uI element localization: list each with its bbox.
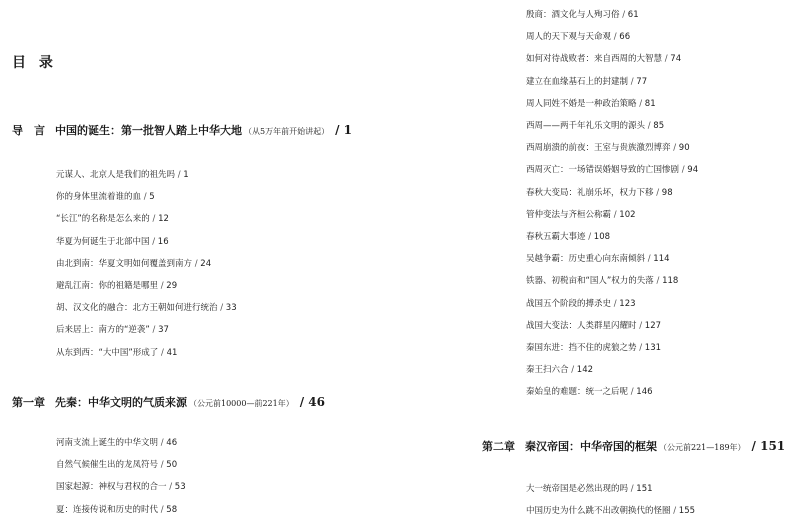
chapter-title: 先秦：中华文明的气质来源	[55, 396, 187, 409]
chapter-range: （公元前10000—前221年）	[189, 399, 294, 408]
toc-entry	[56, 237, 169, 248]
toc-entry-separator: /	[639, 320, 643, 331]
chapter-range: （从5万年前开始讲起）	[244, 127, 330, 136]
page-title: 目 录	[12, 55, 57, 71]
toc-entry-title: 避乱江南：你的祖籍是哪里	[56, 281, 159, 291]
toc-entry	[56, 460, 177, 471]
toc-entry-title: 殷商：酒文化与人殉习俗	[526, 10, 620, 20]
chapter-heading-1	[12, 394, 325, 410]
toc-entry-separator: /	[169, 482, 173, 493]
toc-entry-page: 33	[225, 303, 237, 314]
toc-entry	[526, 254, 670, 265]
toc-entry	[526, 276, 678, 287]
toc-entry	[56, 303, 237, 314]
toc-entry-separator: /	[143, 192, 147, 203]
toc-entry-title: 如何对待战败者：来自西周的大智慧	[526, 54, 663, 65]
toc-entry-page: 146	[636, 387, 653, 398]
chapter-heading-preface	[12, 122, 352, 138]
toc-entry-separator: /	[613, 209, 617, 220]
toc-entry-title: 你的身体里流着谁的血	[56, 192, 142, 203]
toc-entry-page: 94	[687, 165, 699, 176]
toc-entry-separator: /	[613, 298, 617, 309]
toc-entry-page: 74	[670, 54, 682, 65]
toc-entry-page: 114	[653, 254, 670, 265]
toc-entry-title: 春秋五霸大事迹	[526, 232, 586, 242]
chapter-title: 中国的诞生：第一批智人踏上中华大地	[55, 124, 242, 137]
toc-entry	[526, 165, 698, 176]
toc-entry-title: 周人同姓不婚是一种政治策略	[526, 98, 637, 109]
toc-entry	[56, 505, 177, 516]
toc-entry-page: 131	[644, 343, 662, 353]
toc-entry	[56, 214, 169, 225]
toc-entry-title: 胡、汉文化的融合：北方王朝如何进行统治	[56, 303, 218, 314]
toc-entry-page: 85	[653, 121, 665, 131]
toc-entry	[526, 506, 695, 517]
toc-entry	[56, 438, 177, 449]
toc-entry-title: 建立在血缘基石上的封建制	[526, 76, 629, 87]
toc-entry-title: 西周——两千年礼乐文明的源头	[526, 121, 646, 131]
toc-entry-separator: /	[656, 276, 660, 287]
chapter-heading-2	[482, 438, 785, 454]
toc-entry	[526, 299, 636, 310]
toc-entry-separator: /	[152, 325, 156, 336]
toc-entry	[526, 121, 664, 132]
toc-entry-separator: /	[681, 165, 685, 176]
chapter-range: （公元前221—189年）	[659, 443, 746, 452]
chapter-page: / 46	[299, 395, 325, 409]
toc-entry-separator: /	[647, 254, 651, 265]
toc-entry-separator: /	[664, 54, 668, 65]
toc-entry-separator: /	[161, 347, 164, 358]
toc-entry-title: 由北到南：华夏文明如何覆盖到南方	[56, 258, 193, 269]
toc-entry-separator: /	[673, 506, 677, 517]
toc-entry	[56, 348, 177, 359]
toc-entry	[526, 188, 673, 199]
toc-entry	[526, 343, 661, 354]
toc-entry-separator: /	[656, 187, 660, 198]
toc-entry	[526, 10, 639, 21]
toc-entry-separator: /	[630, 484, 634, 494]
toc-entry-page: 24	[200, 258, 212, 269]
toc-entry-title: 河南支流上诞生的中华文明	[56, 438, 159, 448]
toc-entry	[526, 143, 690, 154]
toc-entry-page: 118	[662, 276, 679, 287]
toc-entry-page: 46	[166, 438, 178, 448]
toc-entry-separator: /	[194, 258, 198, 269]
toc-entry-separator: /	[152, 236, 156, 247]
chapter-label: 导 言	[12, 124, 45, 137]
toc-entry-page: 151	[636, 484, 653, 494]
toc-entry-page: 41	[166, 347, 178, 358]
toc-entry-page: 77	[636, 76, 648, 87]
toc-entry-separator: /	[160, 438, 164, 448]
chapter-page: / 151	[751, 439, 786, 453]
toc-entry-title: 西周崩溃的前夜：王室与贵族激烈博弈	[526, 143, 671, 154]
toc-entry-separator: /	[571, 365, 575, 376]
toc-entry-page: 127	[644, 320, 662, 331]
toc-entry	[56, 170, 189, 181]
toc-entry-page: 29	[166, 281, 178, 291]
toc-entry	[56, 325, 169, 336]
toc-entry	[56, 281, 177, 292]
toc-entry	[526, 99, 656, 110]
toc-entry-separator: /	[613, 32, 617, 43]
toc-entry-page: 98	[661, 187, 673, 198]
toc-entry-title: 秦国东进：挡不住的虎狼之势	[526, 343, 637, 353]
toc-entry-page: 37	[158, 325, 169, 336]
toc-entry-page: 58	[166, 504, 178, 515]
toc-entry-title: 国家起源：神权与君权的合一	[56, 482, 167, 493]
toc-entry-page: 123	[619, 298, 636, 309]
toc-entry-page: 1	[183, 170, 189, 180]
toc-entry	[526, 77, 647, 88]
toc-entry-page: 12	[158, 214, 169, 225]
toc-entry-page: 108	[593, 232, 611, 242]
toc-entry	[526, 210, 636, 221]
toc-entry-page: 16	[157, 236, 169, 247]
chapter-page: / 1	[335, 123, 353, 137]
toc-entry-title: 夏：连接传说和历史的时代	[56, 504, 159, 515]
toc-entry-separator: /	[160, 504, 164, 515]
toc-entry	[56, 192, 155, 203]
toc-entry	[526, 32, 630, 43]
toc-entry-title: 管仲变法与齐桓公称霸	[526, 209, 612, 220]
chapter-title: 秦汉帝国：中华帝国的框架	[525, 440, 657, 453]
toc-entry-separator: /	[622, 10, 626, 20]
toc-entry-separator: /	[673, 143, 677, 154]
toc-entry-page: 142	[576, 365, 594, 376]
toc-entry-page: 53	[174, 482, 186, 493]
toc-entry-separator: /	[639, 98, 643, 109]
toc-entry-page: 155	[678, 506, 696, 517]
toc-entry-title: 吴越争霸：历史重心向东南倾斜	[526, 254, 646, 265]
toc-entry-title: 战国五个阶段的搏杀史	[526, 298, 612, 309]
toc-entry-title: 后来居上：南方的“逆袭”	[56, 325, 150, 336]
toc-entry	[56, 482, 186, 493]
toc-entry-title: 秦王扫六合	[526, 365, 569, 376]
toc-entry-separator: /	[177, 170, 181, 180]
toc-entry-separator: /	[630, 76, 634, 87]
toc-entry-page: 61	[627, 10, 639, 20]
toc-entry-title: “长江”的名称是怎么来的	[56, 214, 150, 225]
toc-entry-title: 春秋大变局：礼崩乐坏，权力下移	[526, 187, 654, 198]
toc-entry	[526, 321, 661, 332]
toc-entry-title: 从东到西：“大中国”形成了	[56, 347, 159, 358]
toc-entry	[526, 232, 610, 243]
toc-entry-page: 5	[149, 192, 155, 203]
toc-entry-title: 秦始皇的难题：统一之后呢	[526, 387, 629, 398]
toc-entry-separator: /	[160, 281, 164, 291]
toc-entry-title: 战国大变法：人类群星闪耀时	[526, 320, 637, 331]
toc-entry-page: 90	[678, 143, 690, 154]
toc-entry-separator: /	[647, 121, 651, 131]
toc-entry-separator: /	[152, 214, 156, 225]
toc-entry-title: 中国历史为什么跳不出改朝换代的怪圈	[526, 506, 671, 517]
toc-entry-title: 华夏为何诞生于北部中国	[56, 236, 150, 247]
toc-entry-title: 大一统帝国是必然出现的吗	[526, 484, 629, 494]
toc-entry	[526, 484, 653, 495]
toc-entry	[526, 387, 653, 398]
toc-entry-separator: /	[160, 460, 164, 471]
toc-entry-title: 铁器、初税亩和“国人”权力的失落	[526, 276, 654, 287]
toc-entry-page: 66	[619, 32, 631, 43]
toc-entry-title: 元谋人、北京人是我们的祖先吗	[56, 170, 176, 180]
chapter-label: 第二章	[482, 440, 515, 453]
toc-entry-separator: /	[630, 387, 634, 398]
toc-entry-separator: /	[220, 303, 224, 314]
toc-entry	[56, 259, 211, 270]
chapter-label: 第一章	[12, 396, 45, 409]
toc-entry-title: 西周灭亡：一场错误婚姻导致的亡国惨剧	[526, 165, 680, 176]
toc-entry-page: 81	[644, 98, 656, 109]
toc-entry-separator: /	[588, 232, 592, 242]
toc-entry-title: 周人的天下观与天命观	[526, 32, 612, 43]
toc-entry	[526, 54, 681, 65]
toc-entry-page: 102	[619, 209, 636, 220]
toc-entry-page: 50	[166, 460, 178, 471]
toc-entry	[526, 365, 593, 376]
toc-entry-title: 自然气候催生出的龙凤符号	[56, 460, 159, 471]
toc-entry-separator: /	[639, 343, 643, 353]
